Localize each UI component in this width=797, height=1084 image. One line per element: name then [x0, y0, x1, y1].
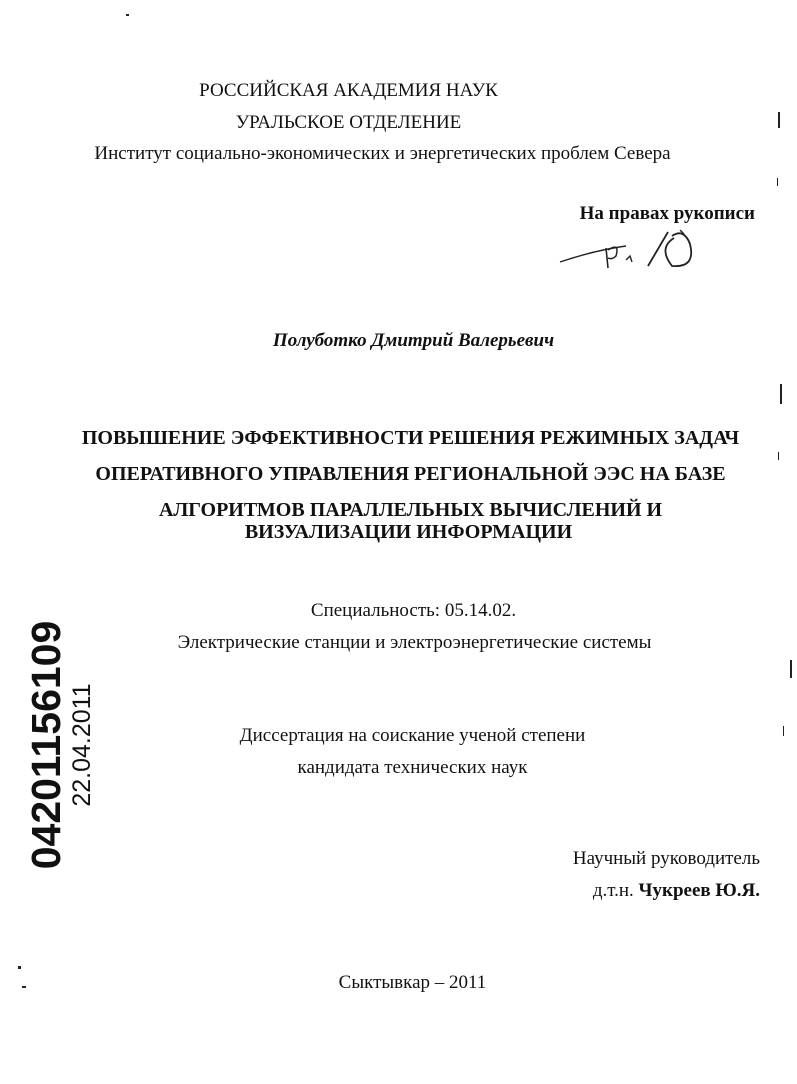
rights-note: На правах рукописи: [579, 203, 755, 224]
scan-artifact: [18, 966, 21, 969]
specialty-name: Электрические станции и электроэнергетические системы: [177, 632, 652, 653]
specialty-code: Специальность: 05.14.02.: [310, 600, 517, 621]
handwritten-signature: [556, 220, 706, 280]
scan-artifact: [22, 986, 26, 988]
stamp-date: 22.04.2011: [68, 683, 96, 807]
scan-artifact: [777, 178, 778, 186]
dissertation-degree-line-2: кандидата технических наук: [297, 757, 528, 778]
title-line-4: ВИЗУАЛИЗАЦИИ ИНФОРМАЦИИ: [244, 521, 573, 543]
scan-artifact: [126, 14, 129, 16]
institute-name: Институт социально-экономических и энергетических проблем Севера: [94, 143, 671, 164]
city-year: Сыктывкар – 2011: [338, 972, 487, 993]
dissertation-degree-line-1: Диссертация на соискание ученой степени: [239, 725, 586, 746]
author-name: Полуботко Дмитрий Валерьевич: [272, 330, 555, 351]
supervisor-label: Научный руководитель: [572, 848, 760, 869]
supervisor-line: [593, 880, 760, 902]
academy-name: РОССИЙСКАЯ АКАДЕМИЯ НАУК: [199, 80, 498, 101]
title-line-1: ПОВЫШЕНИЕ ЭФФЕКТИВНОСТИ РЕШЕНИЯ РЕЖИМНЫХ ЗАДАЧ: [81, 427, 740, 449]
scan-artifact: [780, 384, 782, 404]
stamp-number: 04201156109: [23, 620, 69, 870]
title-line-3: АЛГОРИТМОВ ПАРАЛЛЕЛЬНЫХ ВЫЧИСЛЕНИЙ И: [158, 499, 663, 521]
scan-artifact: [778, 112, 780, 128]
title-line-2: ОПЕРАТИВНОГО УПРАВЛЕНИЯ РЕГИОНАЛЬНОЙ ЭЭС НА БАЗЕ: [95, 463, 726, 485]
scan-artifact: [778, 452, 779, 460]
supervisor-degree: д.т.н.: [592, 880, 634, 901]
scan-artifact: [783, 726, 784, 736]
branch-name: УРАЛЬСКОЕ ОТДЕЛЕНИЕ: [235, 112, 462, 133]
supervisor-name: Чукреев Ю.Я.: [638, 880, 760, 901]
scan-artifact: [790, 660, 792, 678]
